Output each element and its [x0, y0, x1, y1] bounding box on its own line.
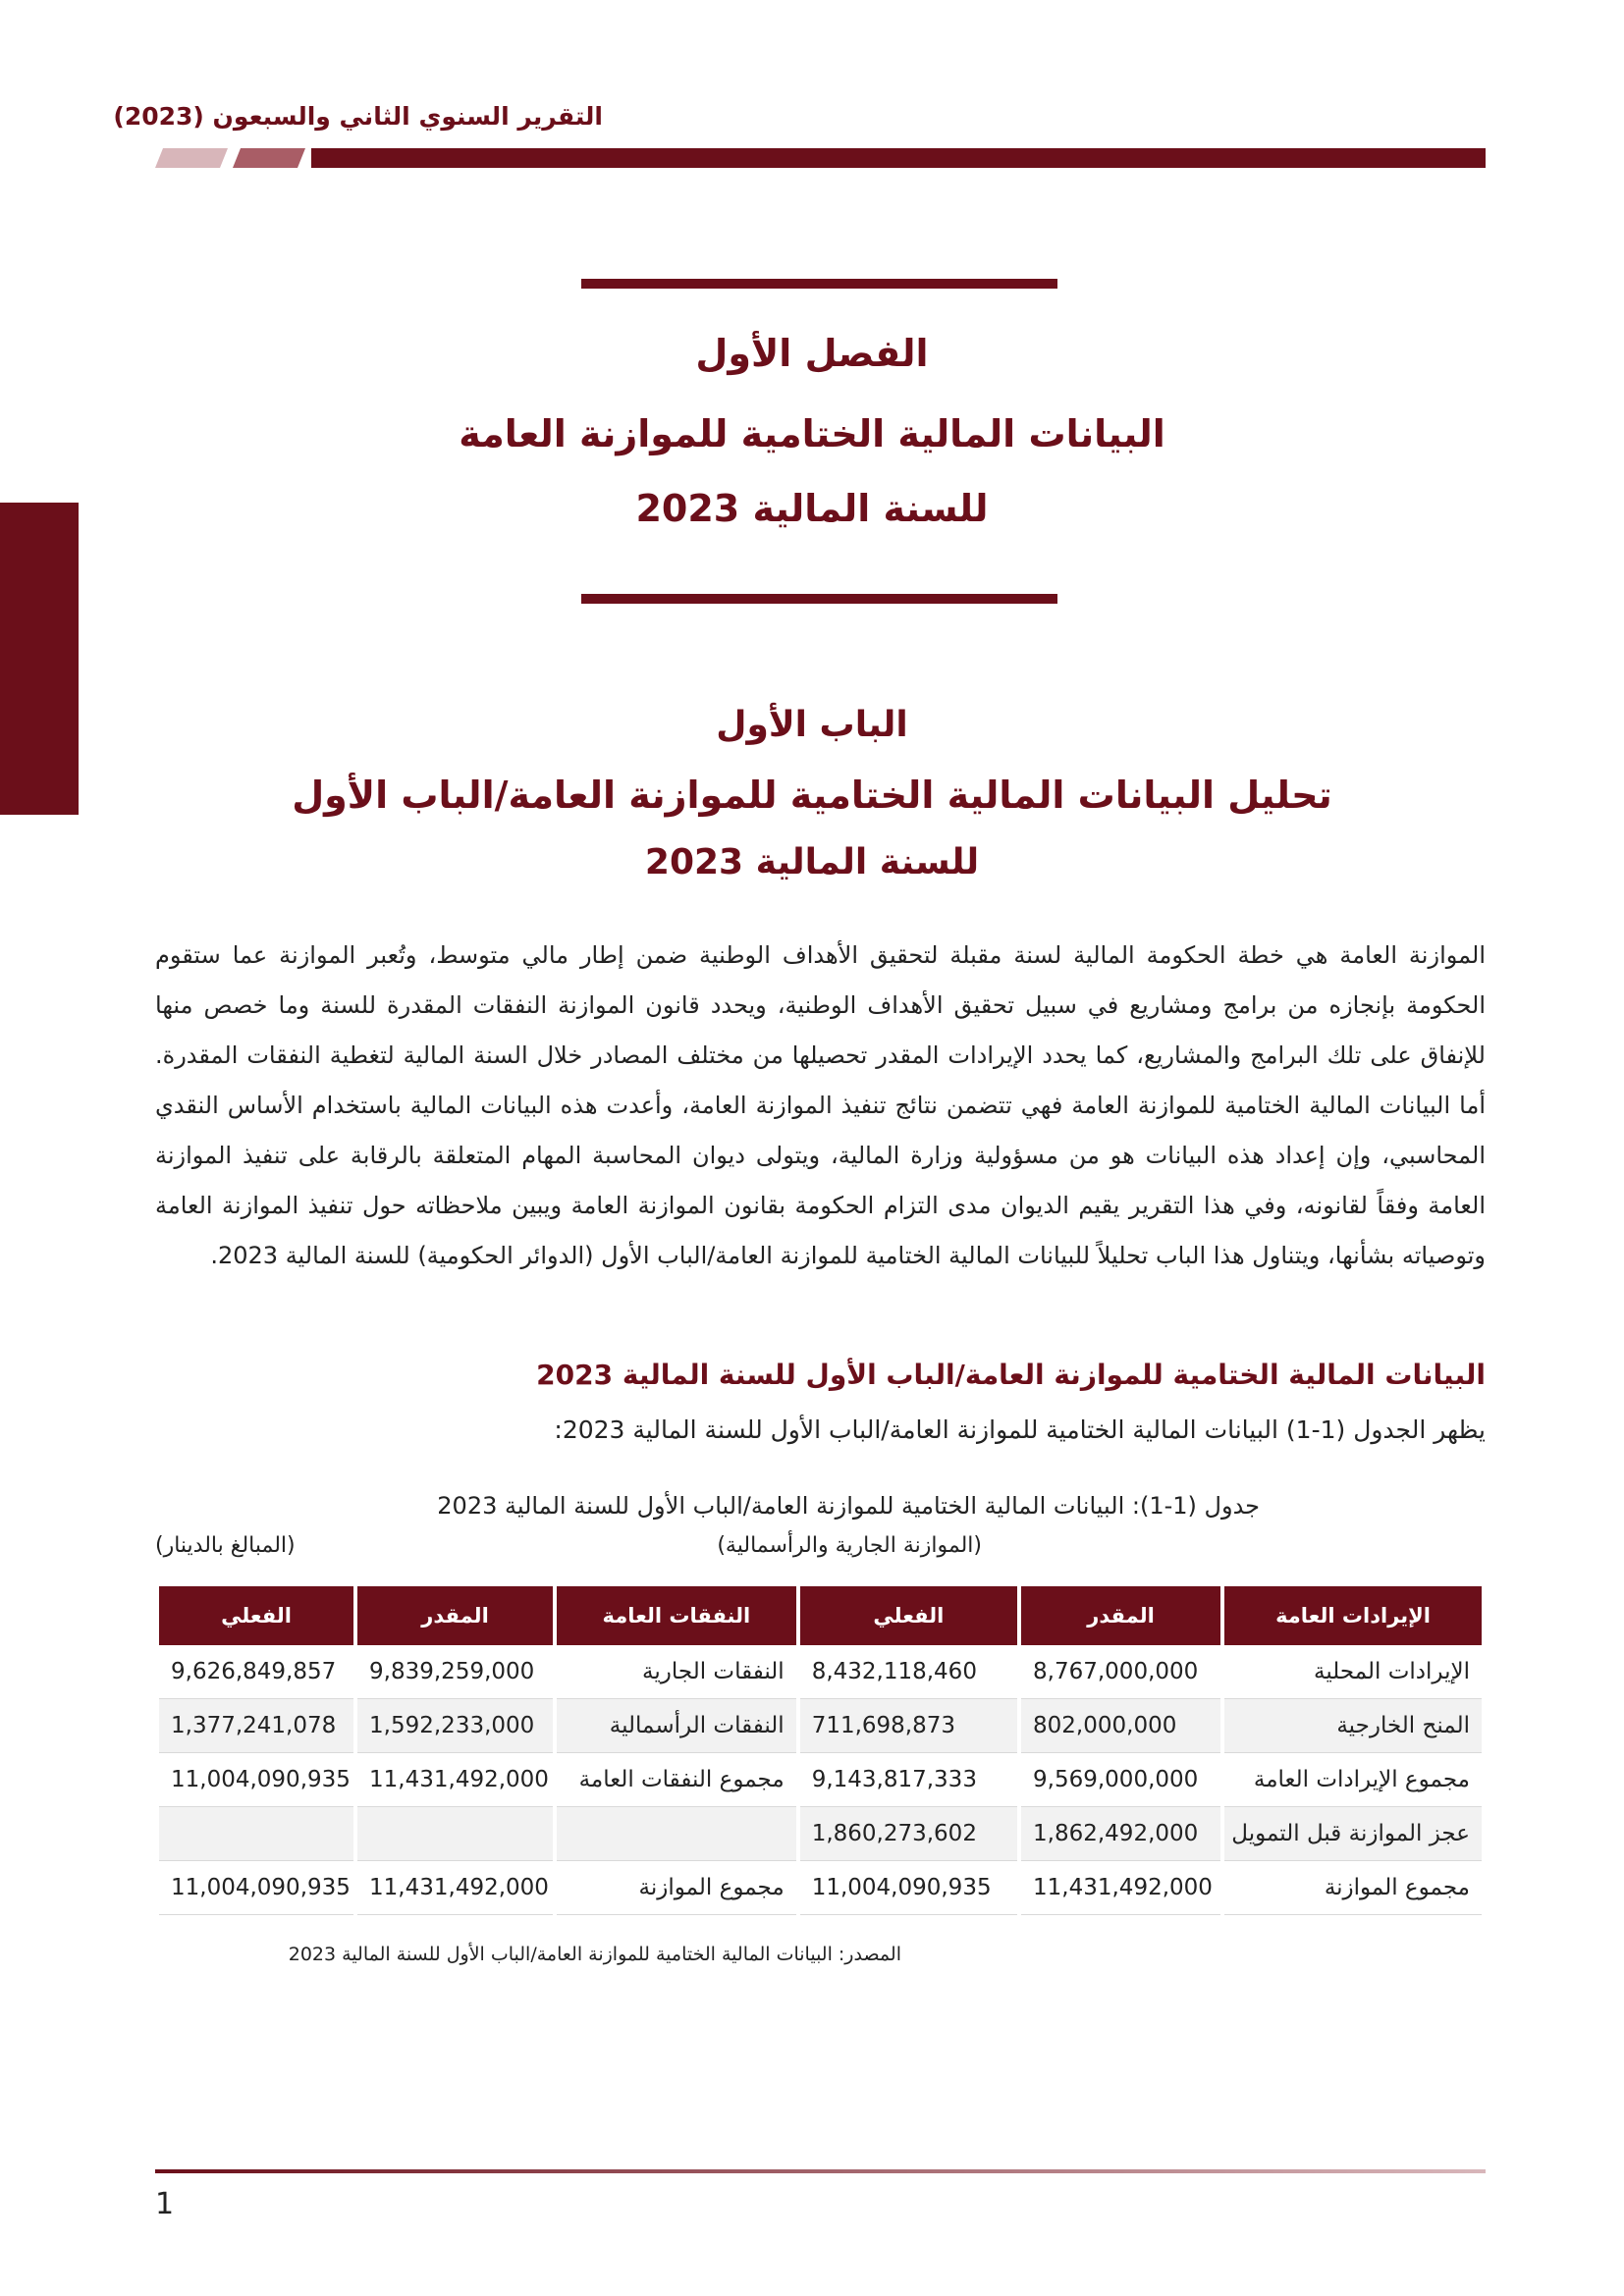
rev-label-cell: عجز الموازنة قبل التمويل: [1224, 1807, 1482, 1861]
header-decor-segment-light: [155, 148, 228, 168]
chapter-title: الفصل الأول: [695, 332, 929, 375]
header-revenues: الإيرادات العامة: [1224, 1586, 1482, 1645]
body-paragraph: الموازنة العامة هي خطة الحكومة المالية لسنة مقبلة لتحقيق الأهداف الوطنية ضمن إطار مالي متوسط، وتُعبر الموازنة عما ستقوم الحكومة بإنجازه من برامج ومشاريع في سبيل تحقيق الأهداف الوطنية، ويحدد قانون الموازنة النفقات المقدرة للسنة وما خصص منها للإنفاق على تلك البرامج والمشاريع، كما يحدد الإيرادات المقدر تحصيلها من مختلف المصادر خلال السنة المالية لتغطية النفقات المقدرة. أما البيانات المالية الختامية للموازنة العامة فهي تتضمن نتائج تنفيذ الموازنة العامة، وأعدت هذه البيانات المالية باستخدام الأساس النقدي المحاسبي، وإن إعداد هذه البيانات هو من مسؤولية وزارة المالية، ويتولى ديوان المحاسبة المهام المتعلقة بالرقابة على تنفيذ الموازنة العامة وفقاً لقانونه، وفي هذا التقرير يقيم الديوان مدى التزام الحكومة بقانون الموازنة العامة ويبين ملاحظاته حول تنفيذ الموازنة العامة وتوصياته بشأنها، ويتناول هذا الباب تحليلاً للبيانات المالية الختامية للموازنة العامة/الباب الأول (الدوائر الحكومية) للسنة المالية 2023.: [155, 941, 1486, 1269]
exp-actual-cell: 11,004,090,935: [159, 1753, 353, 1807]
chapter-year: للسنة المالية 2023: [635, 487, 989, 530]
table-row: [159, 1699, 1482, 1753]
exp-label-cell: [557, 1807, 796, 1861]
table-source-note: المصدر: البيانات المالية الختامية للموازنة العامة/الباب الأول للسنة المالية 2023: [288, 1944, 901, 1965]
table-subcaption: (الموازنة الجارية والرأسمالية): [717, 1533, 982, 1558]
header-expenditures: النفقات العامة: [557, 1586, 796, 1645]
footer-rule: [155, 2169, 1486, 2173]
rev-label-cell: المنح الخارجية: [1224, 1699, 1482, 1753]
table-header-row: [159, 1586, 1482, 1645]
budget-table: [155, 1586, 1486, 1915]
report-header-title: التقرير السنوي الثاني والسبعون (2023): [113, 102, 603, 131]
rev-label-cell: الإيرادات المحلية: [1224, 1645, 1482, 1699]
rev-estimated-cell: 9,569,000,000: [1021, 1753, 1220, 1807]
header-exp-estimated: المقدر: [357, 1586, 553, 1645]
exp-estimated-cell: 11,431,492,000: [357, 1861, 553, 1915]
rev-label-cell: مجموع الموازنة: [1224, 1861, 1482, 1915]
header-decor-segment-mid: [233, 148, 305, 168]
table-row: [159, 1807, 1482, 1861]
rev-actual-cell: 711,698,873: [800, 1699, 1017, 1753]
part-year: للسنة المالية 2023: [644, 842, 980, 882]
chapter-rule-top: [581, 279, 1057, 289]
header-bar: [311, 148, 1486, 168]
exp-actual-cell: 11,004,090,935: [159, 1861, 353, 1915]
rev-estimated-cell: 1,862,492,000: [1021, 1807, 1220, 1861]
table-units-note: (المبالغ بالدينار): [155, 1533, 296, 1558]
chapter-subtitle: البيانات المالية الختامية للموازنة العامة: [459, 412, 1165, 455]
exp-label-cell: النفقات الرأسمالية: [557, 1699, 796, 1753]
page-number: 1: [155, 2187, 175, 2221]
section-heading: البيانات المالية الختامية للموازنة العامة/الباب الأول للسنة المالية 2023: [536, 1359, 1486, 1391]
exp-actual-cell: [159, 1807, 353, 1861]
rev-label-cell: مجموع الإيرادات العامة: [1224, 1753, 1482, 1807]
rev-actual-cell: 9,143,817,333: [800, 1753, 1017, 1807]
exp-actual-cell: 1,377,241,078: [159, 1699, 353, 1753]
rev-actual-cell: 1,860,273,602: [800, 1807, 1017, 1861]
exp-label-cell: مجموع الموازنة: [557, 1861, 796, 1915]
chapter-rule-bottom: [581, 594, 1057, 604]
exp-estimated-cell: 11,431,492,000: [357, 1753, 553, 1807]
rev-estimated-cell: 8,767,000,000: [1021, 1645, 1220, 1699]
header-rev-actual: الفعلي: [800, 1586, 1017, 1645]
exp-estimated-cell: [357, 1807, 553, 1861]
table-row: [159, 1753, 1482, 1807]
rev-actual-cell: 11,004,090,935: [800, 1861, 1017, 1915]
header-rev-estimated: المقدر: [1021, 1586, 1220, 1645]
header-exp-actual: الفعلي: [159, 1586, 353, 1645]
exp-label-cell: النفقات الجارية: [557, 1645, 796, 1699]
table-row: [159, 1861, 1482, 1915]
rev-estimated-cell: 11,431,492,000: [1021, 1861, 1220, 1915]
section-intro: يظهر الجدول (1-1) البيانات المالية الختامية للموازنة العامة/الباب الأول للسنة المالية 2023:: [554, 1415, 1486, 1444]
exp-estimated-cell: 9,839,259,000: [357, 1645, 553, 1699]
table-row: [159, 1645, 1482, 1699]
part-title: الباب الأول: [716, 705, 908, 745]
rev-estimated-cell: 802,000,000: [1021, 1699, 1220, 1753]
exp-actual-cell: 9,626,849,857: [159, 1645, 353, 1699]
side-chapter-tab: [0, 503, 79, 815]
table-caption: جدول (1-1): البيانات المالية الختامية للموازنة العامة/الباب الأول للسنة المالية 2023: [437, 1492, 1260, 1520]
exp-estimated-cell: 1,592,233,000: [357, 1699, 553, 1753]
rev-actual-cell: 8,432,118,460: [800, 1645, 1017, 1699]
part-subtitle: تحليل البيانات المالية الختامية للموازنة العامة/الباب الأول: [292, 774, 1332, 817]
exp-label-cell: مجموع النفقات العامة: [557, 1753, 796, 1807]
